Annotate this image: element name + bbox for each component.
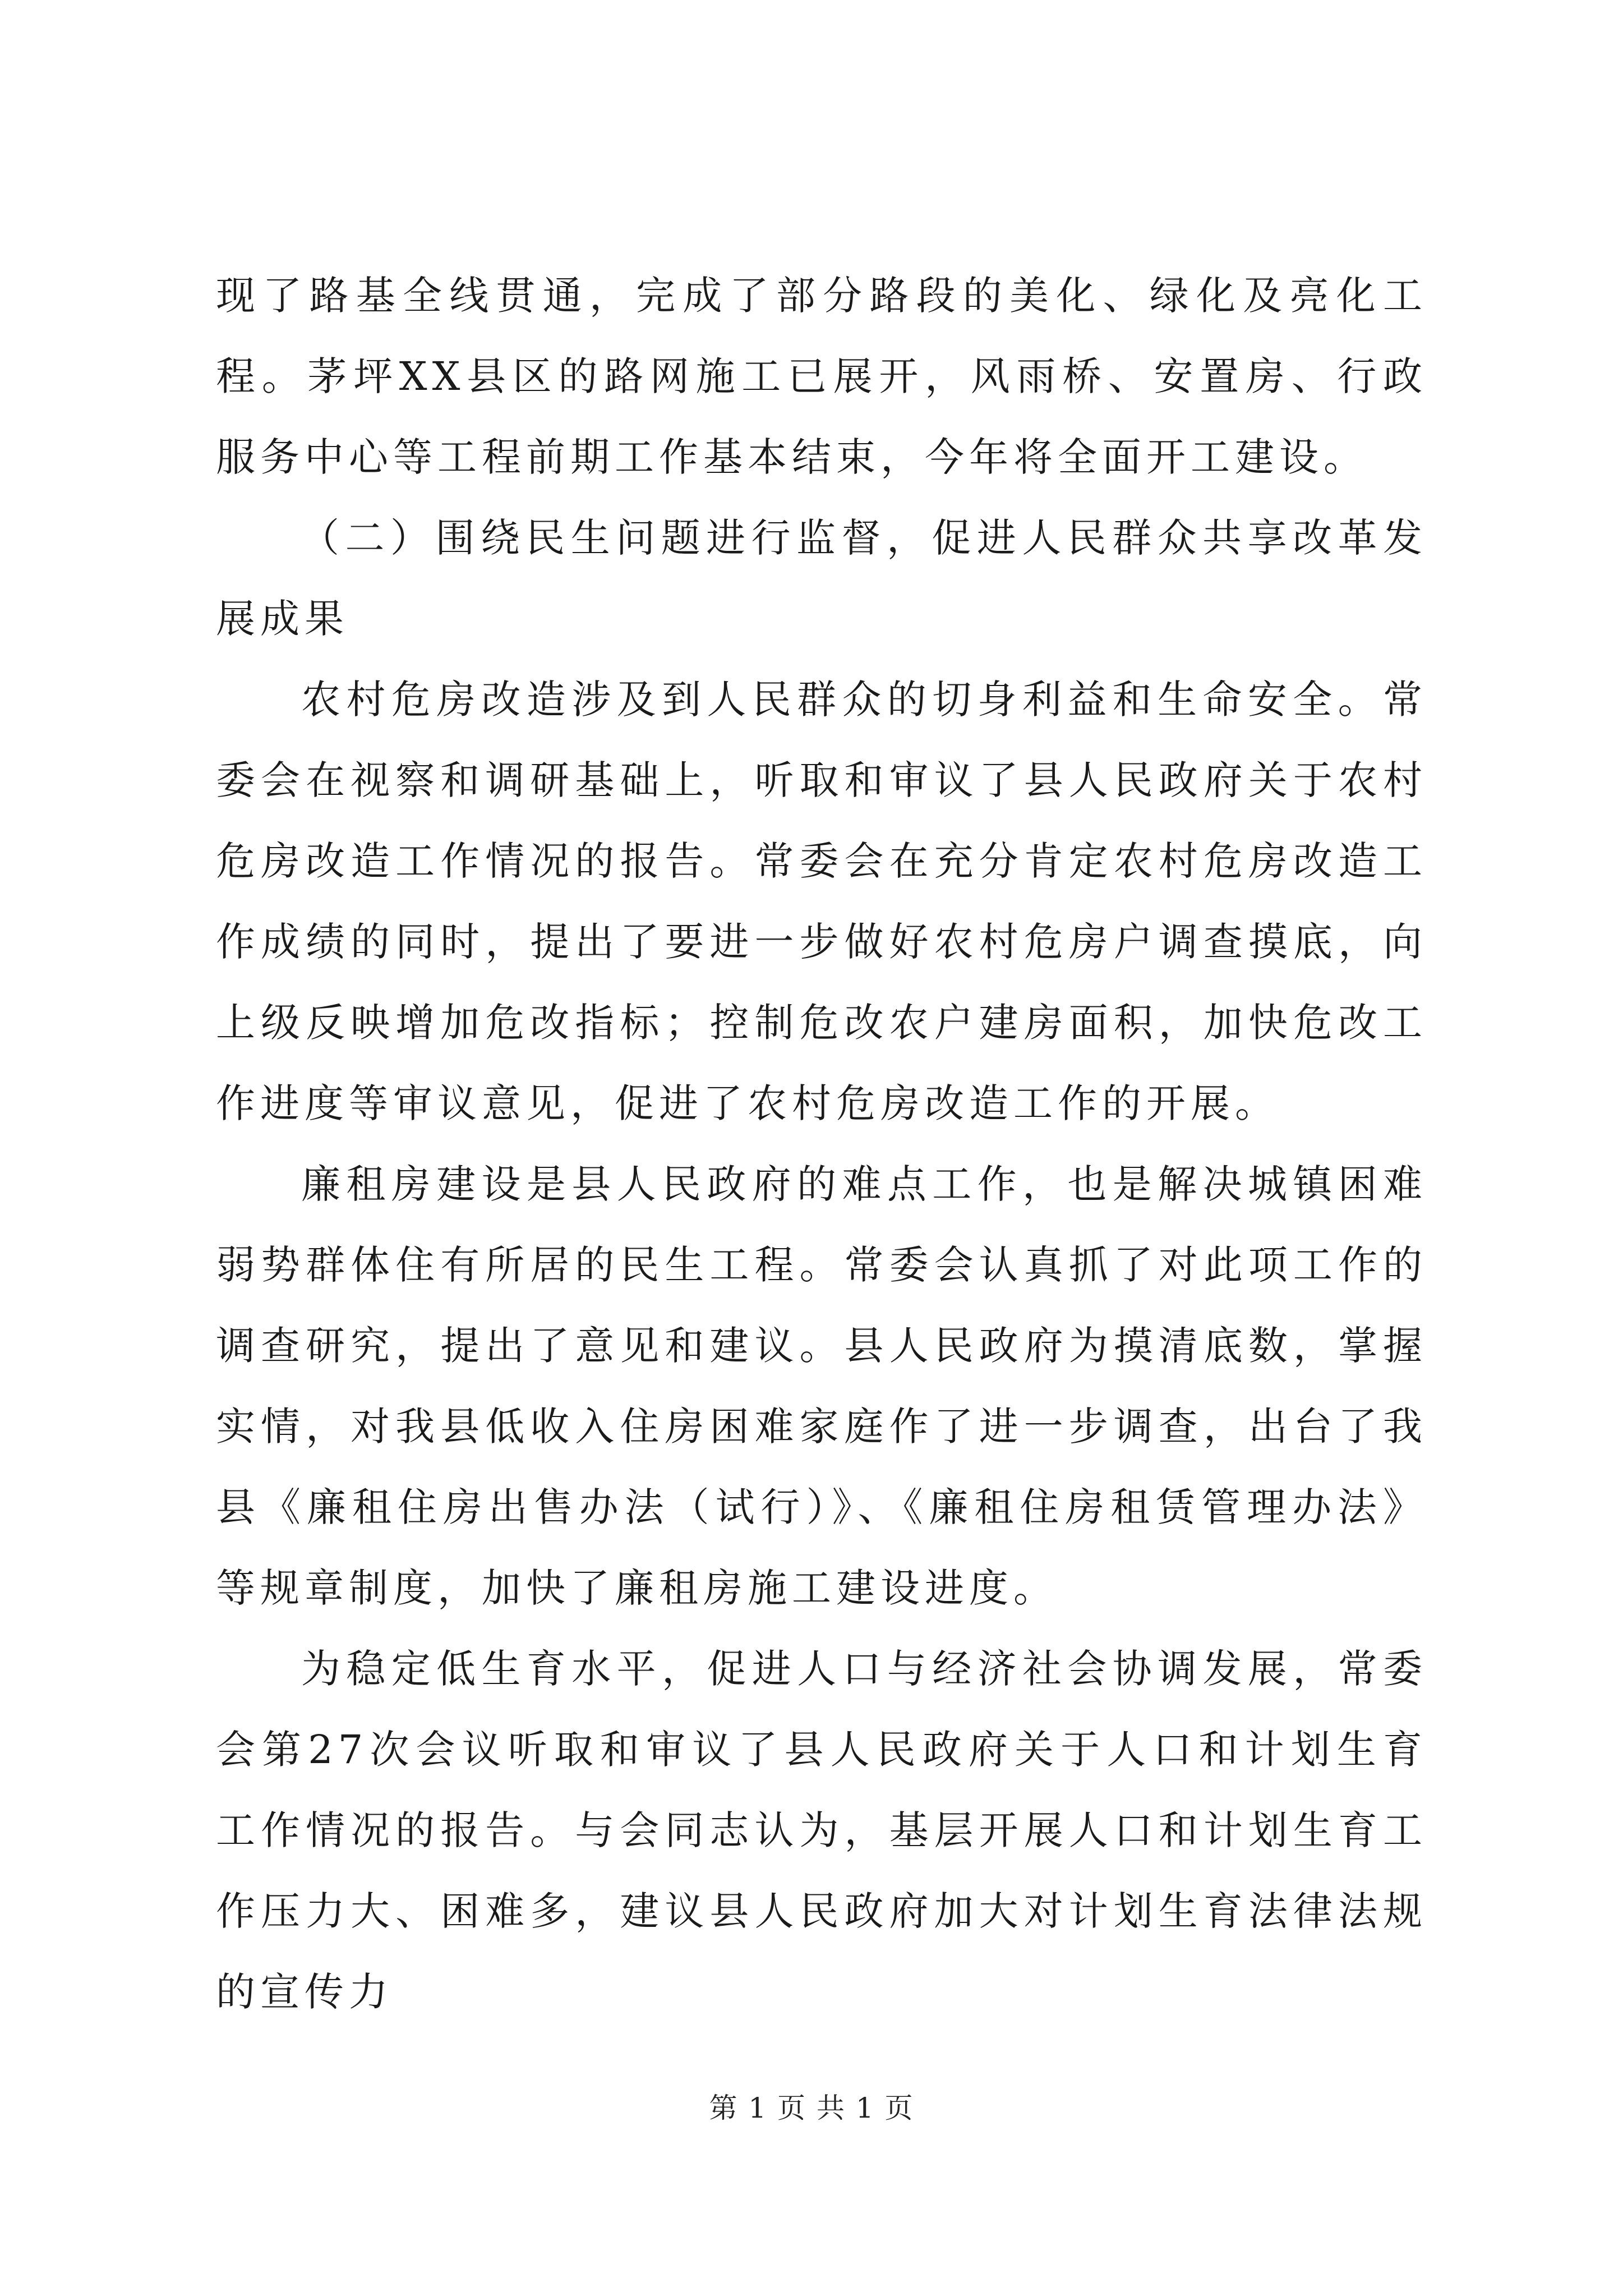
document-body: [216, 255, 1427, 2032]
paragraph-low-rent-housing: 廉租房建设是县人民政府的难点工作，也是解决城镇困难弱势群体住有所居的民生工程。常委会认真抓了对此项工作的调查研究，提出了意见和建议。县人民政府为摸清底数，掌握实情，对我县低收入住房困难家庭作了进一步调查，出台了我县《廉租住房出售办法（试行）》、《廉租住房租赁管理办法》等规章制度，加快了廉租房施工建设进度。: [216, 1161, 1427, 1611]
paragraph-continuation: 现了路基全线贯通，完成了部分路段的美化、绿化及亮化工程。茅坪XX县区的路网施工已展开，风雨桥、安置房、行政服务中心等工程前期工作基本结束，今年将全面开工建设。: [216, 273, 1427, 480]
section-heading: （二）围绕民生问题进行监督，促进人民群众共享改革发展成果: [216, 515, 1427, 642]
paragraph-rural-housing: 农村危房改造涉及到人民群众的切身利益和生命安全。常委会在视察和调研基础上，听取和审议了县人民政府关于农村危房改造工作情况的报告。常委会在充分肯定农村危房改造工作成绩的同时，提出了要进一步做好农村危房户调查摸底，向上级反映增加危改指标；控制危改农户建房面积，加快危改工作进度等审议意见，促进了农村危房改造工作的开展。: [216, 677, 1427, 1126]
paragraph-family-planning: 为稳定低生育水平，促进人口与经济社会协调发展，常委会第27次会议听取和审议了县人民政府关于人口和计划生育工作情况的报告。与会同志认为，基层开展人口和计划生育工作压力大、困难多，建议县人民政府加大对计划生育法律法规的宣传力: [216, 1646, 1427, 2015]
page-number-footer: 第 1 页 共 1 页: [709, 2092, 914, 2124]
